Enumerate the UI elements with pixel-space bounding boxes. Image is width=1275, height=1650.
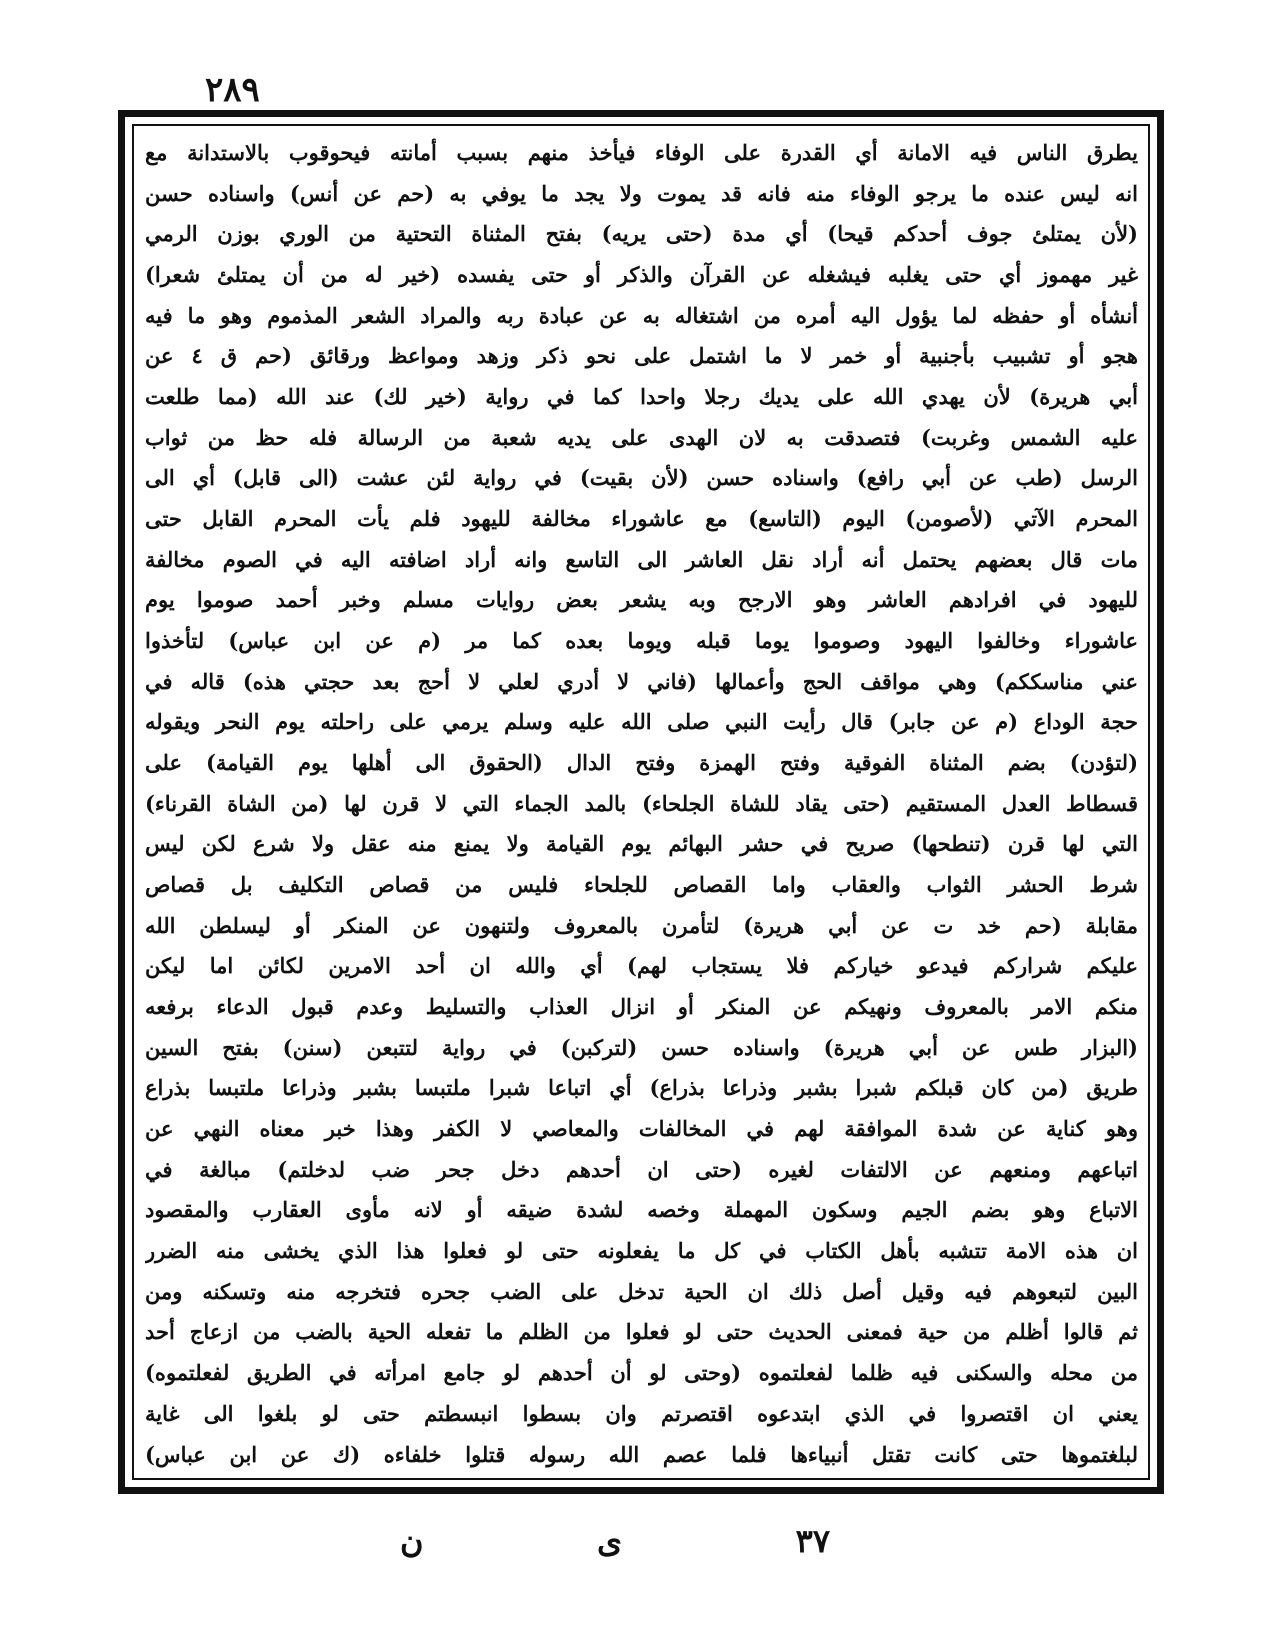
signature-mark-letter: ى: [597, 1522, 623, 1560]
text-line: أنشأه أو حفظه لما يؤول اليه أمره من اشتغاله به عن عبادة ربه والمراد الشعر المذموم وهو ما فيه: [145, 302, 1138, 328]
main-text-block: [145, 131, 1138, 1473]
footer-signature-marks: [400, 1522, 830, 1562]
text-line: شرط الحشر الثواب والعقاب واما القصاص للجلحاء فليس من قصاص التكليف بل قصاص: [145, 872, 1138, 898]
text-line: (لتؤدن) بضم المثناة الفوقية وفتح الهمزة وفتح الدال (الحقوق الى أهلها يوم القيامة) على: [145, 750, 1138, 776]
text-line: غير مهموز أي حتى يغلبه فيشغله عن القرآن والذكر أو حتى يفسده (خير له من أن يمتلئ شعرا): [145, 262, 1138, 288]
text-line: (البزار طس عن أبي هريرة) واسناده حسن (لتركبن) في رواية لتتبعن (سنن) بفتح السين: [145, 1034, 1138, 1060]
signature-mark-letter: ن: [400, 1522, 424, 1560]
text-line: أبي هريرة) لأن يهدي الله على يديك رجلا واحدا كما في رواية (خير لك) عند الله (مما طلعت: [145, 384, 1138, 410]
text-line: يطرق الناس فيه الامانة أي القدرة على الوفاء فيأخذ منهم بسبب أمانته فيحوقوب بالاستدانة مع: [145, 140, 1138, 165]
text-line: الاتباع وهو بضم الجيم وسكون المهملة وخصه لشدة ضيقه أو لانه مأوى العقارب والمقصود: [145, 1197, 1138, 1223]
text-line: عليكم شراركم فيدعو خياركم فلا يستجاب لهم) أي والله ان أحد الامرين لكائن اما ليكن: [145, 953, 1138, 979]
text-line: وهو كناية عن شدة الموافقة لهم في المخالفات والمعاصي لا الكفر وهذا خبر معناه النهي عن: [145, 1116, 1138, 1142]
text-line: طريق (من كان قبلكم شبرا بشبر وذراعا بذراع) أي اتباعا شبرا ملتبسا بشبر وذراعا ملتبسا بذراع: [145, 1075, 1138, 1101]
text-line: مات قال بعضهم يحتمل أنه أراد نقل العاشر الى التاسع وانه أراد اضافته اليه في الصوم مخالفة: [145, 546, 1138, 572]
text-line: هجو أو تشبيب بأجنبية أو خمر لا ما اشتمل على نحو ذكر وزهد ومواعظ ورقائق (حم ق ٤ عن: [145, 343, 1138, 369]
text-line: اتباعهم ومنعهم عن الالتفات لغيره (حتى ان أحدهم دخل جحر ضب لدخلتم) مبالغة في: [145, 1156, 1138, 1182]
text-line: قسطاط العدل المستقيم (حتى يقاد للشاة الجلحاء) بالمد الجماء التي لا قرن لها (من الشاة القرناء): [145, 790, 1138, 816]
text-line: مقابلة (حم خد ت عن أبي هريرة) لتأمرن بالمعروف ولتنهون عن المنكر أو ليسلطن الله: [145, 912, 1138, 938]
text-line: منكم الامر بالمعروف ونهيكم عن المنكر أو انزال العذاب والتسليط وعدم قبول الدعاء برفعه: [145, 994, 1138, 1020]
text-line: عليه الشمس وغربت) فتصدقت به لان الهدى على يديه شعبة من الرسالة فله حظ من ثواب: [145, 424, 1138, 450]
text-line: لليهود في افرادهم العاشر وهو الارجح وبه يشعر بعض روايات مسلم وخبر أحمد صوموا يوم: [145, 587, 1138, 613]
text-line: ثم قالوا أظلم من حية فمعنى الحديث حتى لو فعلوا من الظلم ما تفعله الحية بالضب من ازعاج أحد: [145, 1319, 1138, 1345]
text-line: لبلغتموها حتى كانت تقتل أنبياءها فلما عصم الله رسوله قتلوا خلفاءه (ك عن ابن عباس): [145, 1441, 1138, 1467]
text-line: حجة الوداع (م عن جابر) قال رأيت النبي صلى الله عليه وسلم يرمي على راحلته يوم النحر ويقوله: [145, 709, 1138, 735]
text-line: (لأن يمتلئ جوف أحدكم قيحا) أي مدة (حتى يريه) بفتح المثناة التحتية من الوري بوزن الرمي: [145, 221, 1138, 247]
text-line: التي لها قرن (تنطحها) صريح في حشر البهائم يوم القيامة ولا يمنع منه عقل ولا شرع لكن ليس: [145, 831, 1138, 857]
text-line: عني مناسككم) وهي مواقف الحج وأعمالها (فاني لا أدري لعلي لا أحج بعد حجتي هذه) قاله في: [145, 668, 1138, 694]
page-number: ٢٨٩: [205, 70, 260, 110]
text-line: عاشوراء وخالفوا اليهود وصوموا يوما قبله ويوما بعده كما مر (م عن ابن عباس) لتأخذوا: [145, 628, 1138, 654]
text-line: الرسل (طب عن أبي رافع) واسناده حسن (لأن بقيت) في رواية لئن عشت (الى قابل) أي الى: [145, 465, 1138, 491]
text-line: انه ليس عنده ما يرجو الوفاء منه فانه قد يموت ولا يجد ما يوفي به (حم عن أنس) واسناده حسن: [145, 180, 1138, 206]
text-line: من محله والسكنى فيه ظلما لفعلتموه (وحتى لو أن أحدهم لو جامع امرأته في الطريق لفعلتموه): [145, 1360, 1138, 1386]
text-line: ان هذه الامة تتشبه بأهل الكتاب في كل ما يفعلونه حتى لو فعلوا هذا الذي يخشى منه الضرر: [145, 1238, 1138, 1264]
text-line: البين لتبعوهم فيه وقيل أصل ذلك ان الحية تدخل على الضب جحره فتخرجه منه وتسكنه ومن: [145, 1278, 1138, 1304]
text-line: يعني ان اقتصروا في الذي ابتدعوه اقتصرتم وان بسطوا انبسطتم حتى لو بلغوا الى غاية: [145, 1400, 1138, 1426]
text-line: المحرم الآتي (لأصومن) اليوم (التاسع) مع عاشوراء مخالفة لليهود فلم يأت المحرم القابل حتى: [145, 506, 1138, 532]
signature-mark-number: ٣٧: [795, 1522, 830, 1560]
